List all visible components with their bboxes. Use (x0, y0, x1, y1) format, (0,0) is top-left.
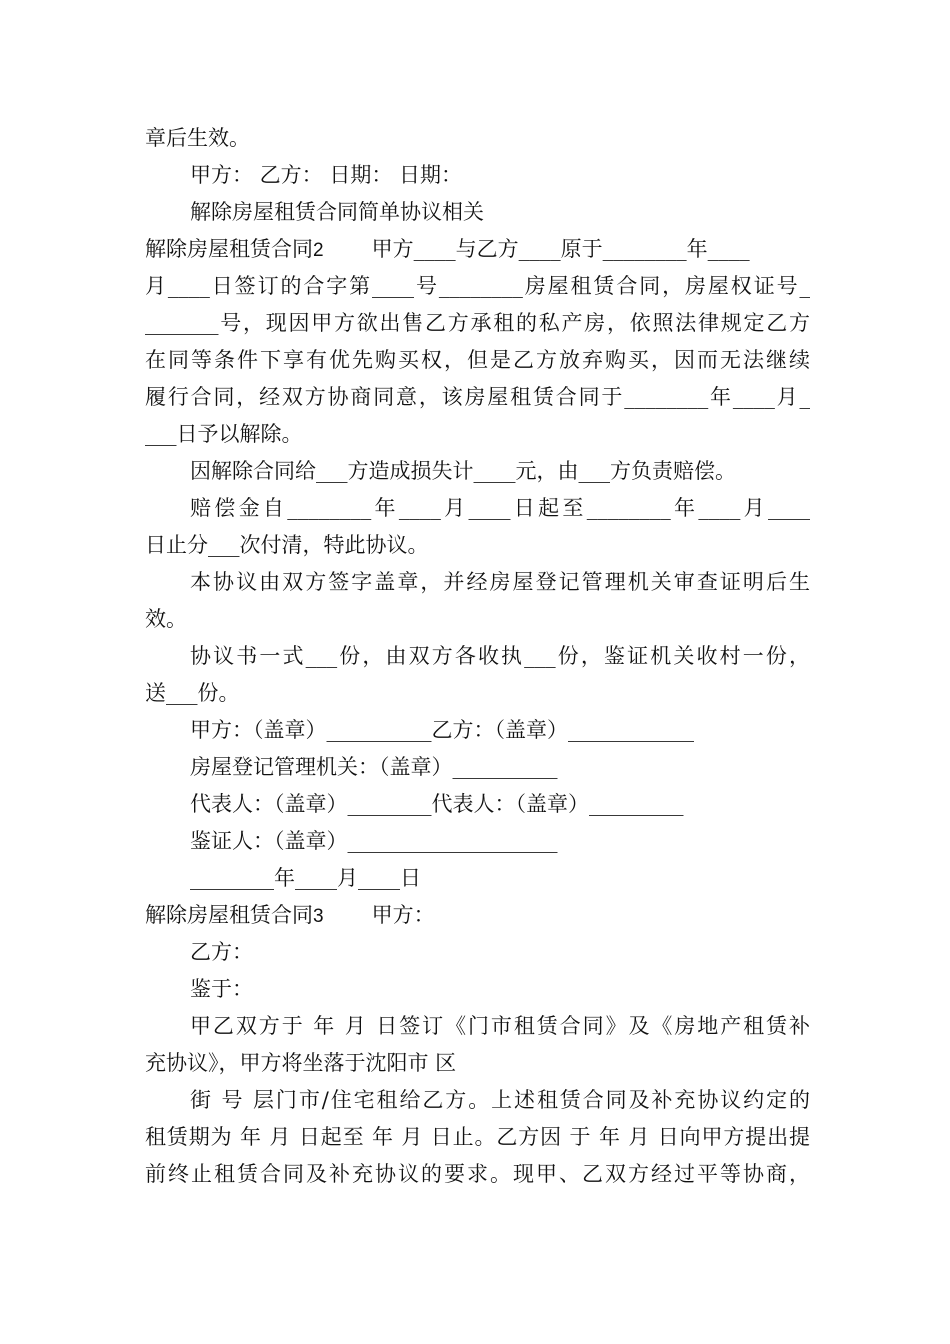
paragraph-line: 赔偿金自________年____月____日起至________年____月____ (190, 496, 810, 520)
section-heading: 解除房屋租赁合同 (145, 237, 313, 261)
paragraph-line: 前终止租赁合同及补充协议的要求。现甲、乙双方经过平等协商， (145, 1162, 810, 1186)
paragraph-text: 甲方____与乙方____原于________年____ (371, 237, 750, 261)
signature-line: 甲方：（盖章）__________乙方：（盖章）____________ (190, 718, 694, 742)
signature-line: 鉴证人：（盖章）____________________ (190, 829, 558, 853)
paragraph-text: 甲方： (371, 903, 435, 927)
paragraph-line: 因解除合同给___方造成损失计____元，由___方负责赔偿。 (190, 459, 736, 483)
paragraph-line: 乙方： (190, 940, 253, 964)
paragraph-line: 月____日签订的合字第____号________房屋租赁合同，房屋权证号_ (145, 274, 810, 298)
paragraph-line: 甲方： 乙方： 日期： 日期： (190, 163, 463, 187)
signature-line: 代表人：（盖章）________代表人：（盖章）_________ (190, 792, 684, 816)
paragraph-line: 鉴于： (190, 977, 253, 1001)
contract-3-first-line (145, 900, 810, 930)
paragraph-line: 甲乙双方于 年 月 日签订《门市租赁合同》及《房地产租赁补 (190, 1014, 810, 1038)
paragraph-line: 解除房屋租赁合同简单协议相关 (190, 200, 484, 224)
paragraph-line: 履行合同，经双方协商同意，该房屋租赁合同于________年____月_ (145, 385, 810, 409)
paragraph-line: 效。 (145, 607, 187, 631)
paragraph-line: ___日予以解除。 (145, 422, 303, 446)
paragraph-line: 充协议》，甲方将坐落于沈阳市 区 (145, 1051, 457, 1075)
section-number: 3 (313, 906, 324, 927)
paragraph-line: 章后生效。 (145, 126, 250, 150)
paragraph-line: 日止分___次付清，特此协议。 (145, 533, 429, 557)
section-number: 2 (313, 240, 324, 261)
paragraph-line: 街 号 层门市/住宅租给乙方。上述租赁合同及补充协议约定的 (190, 1088, 810, 1112)
date-line: ________年____月____日 (190, 866, 421, 890)
signature-line: 房屋登记管理机关：（盖章）__________ (190, 755, 558, 779)
paragraph-line: 在同等条件下享有优先购买权，但是乙方放弃购买，因而无法继续 (145, 348, 810, 372)
paragraph-line: _______号，现因甲方欲出售乙方承租的私产房，依照法律规定乙方 (145, 311, 810, 335)
paragraph-line: 本协议由双方签字盖章，并经房屋登记管理机关审查证明后生 (190, 570, 810, 594)
paragraph-line: 协议书一式___份，由双方各收执___份，鉴证机关收村一份， (190, 644, 810, 668)
contract-2-first-line (145, 234, 810, 264)
paragraph-line: 租赁期为 年 月 日起至 年 月 日止。乙方因 于 年 月 日向甲方提出提 (145, 1125, 810, 1149)
section-heading: 解除房屋租赁合同 (145, 903, 313, 927)
paragraph-line: 送___份。 (145, 681, 240, 705)
